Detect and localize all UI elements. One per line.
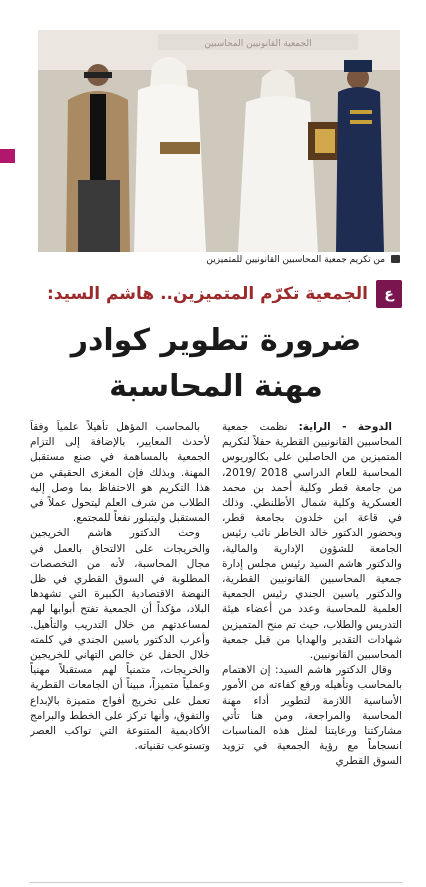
photo-caption	[38, 253, 400, 267]
ceremony-photo	[38, 30, 400, 252]
article-column-right	[222, 420, 402, 882]
article-paragraph	[222, 420, 402, 663]
headline-line-1: ضرورة تطوير كوادر	[70, 323, 362, 358]
kicker-headline: الجمعية تكرّم المتميزين.. هاشم السيد:	[46, 284, 368, 304]
caption-text: من تكريم جمعية المحاسبين القانونيين للمتميزين	[206, 255, 386, 265]
divider	[30, 882, 402, 883]
article-paragraph: بالمحاسب المؤهل تأهيلاً علمياً وفقاً لأحدث المعايير، بالإضافة إلى التزام الجمعية بالمساهمة في صنع مستقبل المهنة. وبذلك فإن المغزى الحقيقي من هذا التكريم هو الاحتفاظ بما وصل إليه الطلاب من شرف العلم ليتحول عملاً في المستقبل وليتبلور نفعاً للمجتمع.	[30, 421, 210, 525]
dateline: الدوحة - الراية:	[298, 421, 393, 433]
newspaper-logo-icon: ع	[376, 280, 402, 308]
news-photo	[38, 30, 400, 252]
banner-text: الجمعية القانونيين المحاسبين	[204, 39, 312, 49]
headline-line-2: مهنة المحاسبة	[109, 369, 323, 404]
main-headline	[30, 318, 402, 410]
article-column-left	[30, 420, 210, 882]
section-marker	[0, 149, 15, 163]
paragraph-text: نظمت جمعية المحاسبين القانونيين القطرية حفلاً لتكريم المتميزين من الحاصلين على بكالوريوس المحاسبة للعام الدراسي 2018 /2019، من جامعة قطر وكلية أحمد بن محمد العسكرية وكلية شمال الأطلنطي. وذلك في قاعة ابن خلدون بجامعة قطر، وبحضور الدكتور خالد الخاطر نائب رئيس الجامعة للشؤون الإدارية والمالية، والدكتور هاشم السيد رئيس مجلس إدارة جمعية المحاسبين القانونيين القطرية، والدكتور ياسين الجندي رئيس الجمعية العلمية للمحاسبة وعدد من أعضاء هيئة التدريس والطلاب، حيث تم منح المتميزين شهادات التقدير والهدايا من قبل جمعية المحاسبين القانونيين.	[222, 421, 402, 662]
article-body	[30, 420, 402, 882]
kicker-row	[30, 279, 402, 309]
article-paragraph: وقال الدكتور هاشم السيد: إن الاهتمام بالمحاسب وتأهيله ورفع كفاءته من الأمور الأساسية اللازمة لتطوير أداء مهنة المحاسبة والمراجعة، ومن هنا تأتي مشاركتنا ورعايتنا لمثل هذه المناسبات انسجاماً مع رؤية الجمعية في تزويد السوق القطري	[222, 664, 402, 768]
camera-icon	[391, 255, 400, 263]
article-paragraph: وحث الدكتور هاشم الخريجين والخريجات على الالتحاق بالعمل في مجال المحاسبة، لأنه من التخصصات المطلوبة في السوق القطري في ظل النهضة الاقتصادية الكبيرة التي تشهدها البلاد، مؤكداً أن الجمعية تفتح أبوابها لهم لمساعدتهم من خلال التدريب والتأهيل. وأعرب الدكتور ياسين الجندي في كلمته خلال الحفل عن خالص التهاني للخريجين والخريجات، متمنياً لهم مستقبلاً مهنياً وعملياً متميزاً، مبيناً أن الجامعات القطرية تعمل على تخريج أفواج متميزة بالإبداع والتفوق، وأنها تركز على الخطط والبرامج الأكاديمية المتنوعة التي تواكب العصر وتستوعب تقنياته.	[30, 527, 210, 753]
